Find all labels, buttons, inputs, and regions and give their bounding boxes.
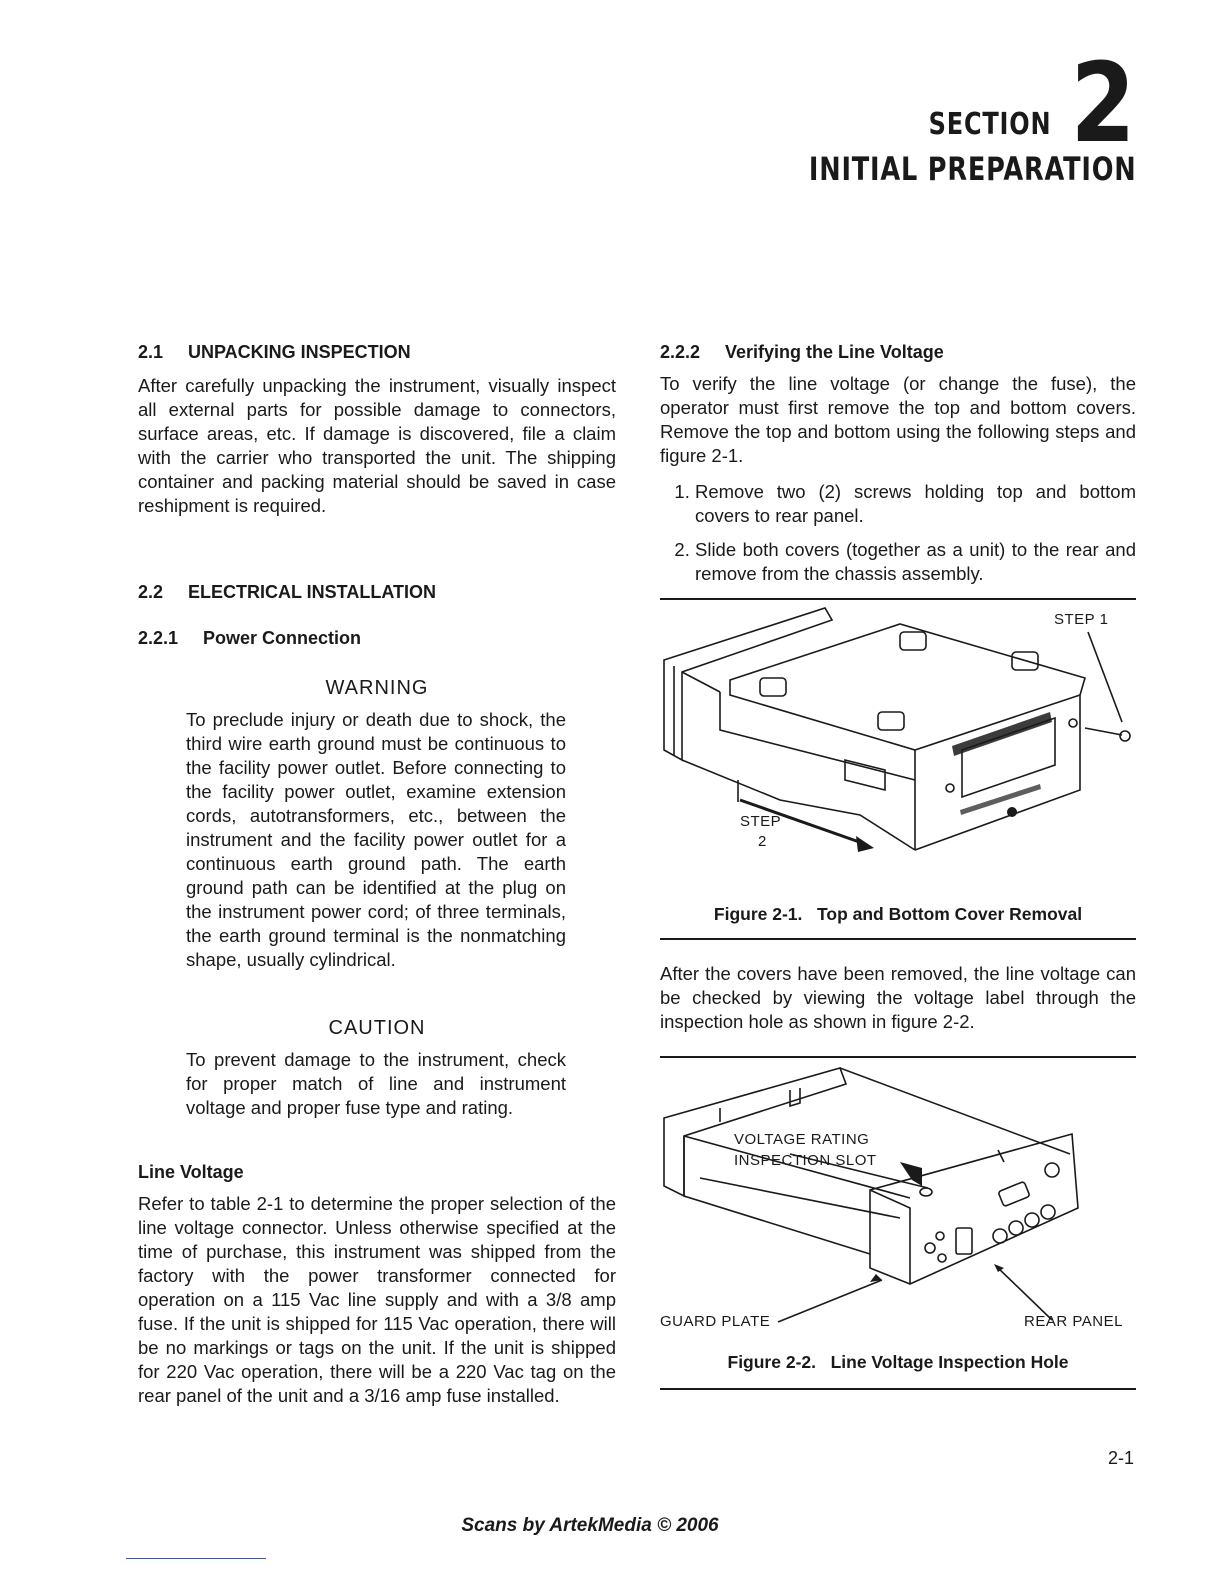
section-title: INITIAL PREPARATION [808, 150, 1136, 188]
footer-divider [126, 1558, 266, 1559]
heading-text: Power Connection [203, 628, 362, 648]
right-column [660, 340, 1136, 1390]
caution-body: To prevent damage to the instrument, check for proper match of line and instrument voltage and proper fuse type and rating. [186, 1049, 566, 1118]
guard-plate-label: GUARD PLATE [660, 1313, 771, 1330]
caution-title: CAUTION [328, 1017, 426, 1039]
caption-number: Figure 2-2. [727, 1352, 816, 1372]
left-column [138, 340, 616, 1408]
figure-2-2 [660, 1058, 1136, 1338]
heading-2-2-2 [660, 340, 1136, 364]
section-number: 2 [1070, 39, 1136, 167]
figure-1-bottom-rule [660, 938, 1136, 940]
cover-removal-illustration [660, 600, 1136, 890]
figure-2-bottom-rule [660, 1388, 1136, 1390]
section-header [727, 39, 1137, 188]
after-covers-paragraph: After the covers have been removed, the line voltage can be checked by viewing the voltage label through the inspection hole as shown in figure 2-2. [660, 963, 1136, 1032]
heading-text: UNPACKING INSPECTION [188, 342, 411, 362]
figure-2-1-caption [660, 902, 1136, 926]
heading-number: 2.2.1 [138, 628, 179, 648]
inspection-hole-illustration [660, 1058, 1136, 1338]
heading-number: 2.1 [138, 342, 164, 362]
page-number: 2-1 [1107, 1448, 1134, 1468]
caption-text: Line Voltage Inspection Hole [830, 1352, 1069, 1372]
inspection-slot-label: INSPECTION SLOT [734, 1152, 877, 1169]
unpacking-paragraph: After carefully unpacking the instrument, visually inspect all external parts for possible damage to connectors, surface areas, etc. If damage is discovered, file a claim with the carrier who transported the unit. The shipping container and packing material should be saved in case reshipment is required. [138, 375, 616, 516]
heading-text: Verifying the Line Voltage [725, 342, 944, 362]
warning-body: To preclude injury or death due to shock, the third wire earth ground must be continuous to the facility power outlet. Before connecting to the facility power outlet, examine extension cords, autotransformers, etc., between the instrument and the facility power outlet for a continuous earth ground path. The earth ground path can be identified at the plug on the instrument power cord; of three terminals, the earth ground terminal is the nonmatching shape, usually cylindrical. [186, 709, 566, 970]
figure-2-2-caption [660, 1350, 1136, 1374]
figure-2-1 [660, 600, 1136, 890]
line-voltage-heading: Line Voltage [138, 1162, 244, 1182]
rear-panel-label: REAR PANEL [1024, 1313, 1123, 1330]
heading-2-2 [138, 580, 616, 604]
section-word: SECTION [928, 107, 1052, 142]
scan-credit-footer: Scans by ArtekMedia © 2006 [461, 1515, 719, 1536]
step-item: 2. Slide both covers (together as a unit) to the rear and remove from the chassis assembly. [695, 538, 1136, 586]
heading-2-1 [138, 340, 616, 364]
verify-intro-paragraph: To verify the line voltage (or change the fuse), the operator must first remove the top and bottom covers. Remove the top and bottom using the following steps and figure 2-1. [660, 373, 1136, 466]
heading-number: 2.2 [138, 582, 164, 602]
heading-number: 2.2.2 [660, 342, 701, 362]
line-voltage-paragraph: Refer to table 2-1 to determine the proper selection of the line voltage connector. Unless otherwise specified at the time of purchase, this instrument was shipped from the factory with the power transformer connected for operation on a 115 Vac line supply and with a 3/8 amp fuse. If the unit is shipped for 115 Vac operation, there will be no markings or tags on the unit. If the unit is shipped for 220 Vac operation, there will be a 220 Vac tag on the rear panel of the unit and a 3/16 amp fuse installed. [138, 1193, 616, 1406]
heading-2-2-1 [138, 626, 616, 650]
voltage-rating-label: VOLTAGE RATING [734, 1131, 870, 1148]
warning-title: WARNING [325, 677, 429, 699]
step-2-label: STEP [740, 813, 782, 830]
heading-text: ELECTRICAL INSTALLATION [188, 582, 436, 602]
step-item: 1. Remove two (2) screws holding top and bottom covers to rear panel. [695, 480, 1136, 528]
step-2-number: 2 [758, 833, 767, 850]
caption-number: Figure 2-1. [713, 904, 803, 924]
section-heading-line [727, 39, 1137, 167]
step-1-label: STEP 1 [1054, 611, 1109, 628]
caption-text: Top and Bottom Cover Removal [816, 904, 1083, 924]
cover-removal-steps [660, 480, 1136, 586]
